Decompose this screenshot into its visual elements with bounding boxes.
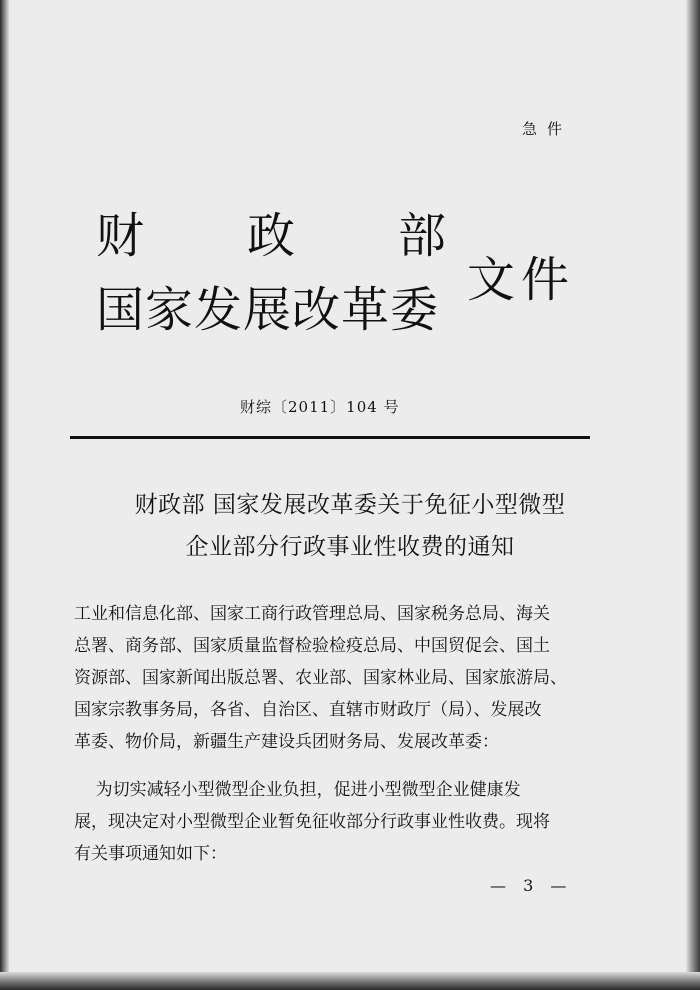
title-line: 财政部 国家发展改革委关于免征小型微型 <box>134 492 566 518</box>
issuer-char: 政 <box>246 208 295 264</box>
body-paragraph <box>74 774 604 870</box>
page-number: — 3 — <box>490 876 573 895</box>
recipient-line: 工业和信息化部、国家工商行政管理总局、国家税务总局、海关 <box>74 604 550 624</box>
issuer-char: 财 <box>96 208 145 264</box>
page-binding-edge <box>0 0 9 990</box>
body-line: 为切实减轻小型微型企业负担，促进小型微型企业健康发 <box>74 780 521 800</box>
recipient-line: 总署、商务部、国家质量监督检验检疫总局、中国贸促会、国土 <box>74 636 550 656</box>
body-line: 有关事项通知如下： <box>74 844 227 864</box>
recipient-line: 革委、物价局，新疆生产建设兵团财务局、发展改革委： <box>74 732 499 752</box>
document-number: 财综〔2011〕104 号 <box>240 398 400 416</box>
recipients-block <box>74 598 604 758</box>
recipient-line: 资源部、国家新闻出版总署、农业部、国家林业局、国家旅游局、 <box>74 668 567 688</box>
issuer-ndrc: 国家发展改革委 <box>96 282 440 338</box>
document-title <box>60 484 640 568</box>
issuer-char: 部 <box>397 208 446 264</box>
body-line: 展，现决定对小型微型企业暂免征收部分行政事业性收费。现将 <box>74 812 550 832</box>
urgency-label: 急件 <box>522 120 573 138</box>
recipient-line: 国家宗教事务局，各省、自治区、直辖市财政厅（局）、发展改 <box>74 700 542 720</box>
title-line: 企业部分行政事业性收费的通知 <box>185 534 515 560</box>
header-divider <box>70 436 590 439</box>
page-right-edge <box>686 0 700 990</box>
issuer-ministry-of-finance <box>96 208 446 264</box>
page-bottom-edge <box>0 972 700 990</box>
document-word: 文件 <box>467 252 576 308</box>
